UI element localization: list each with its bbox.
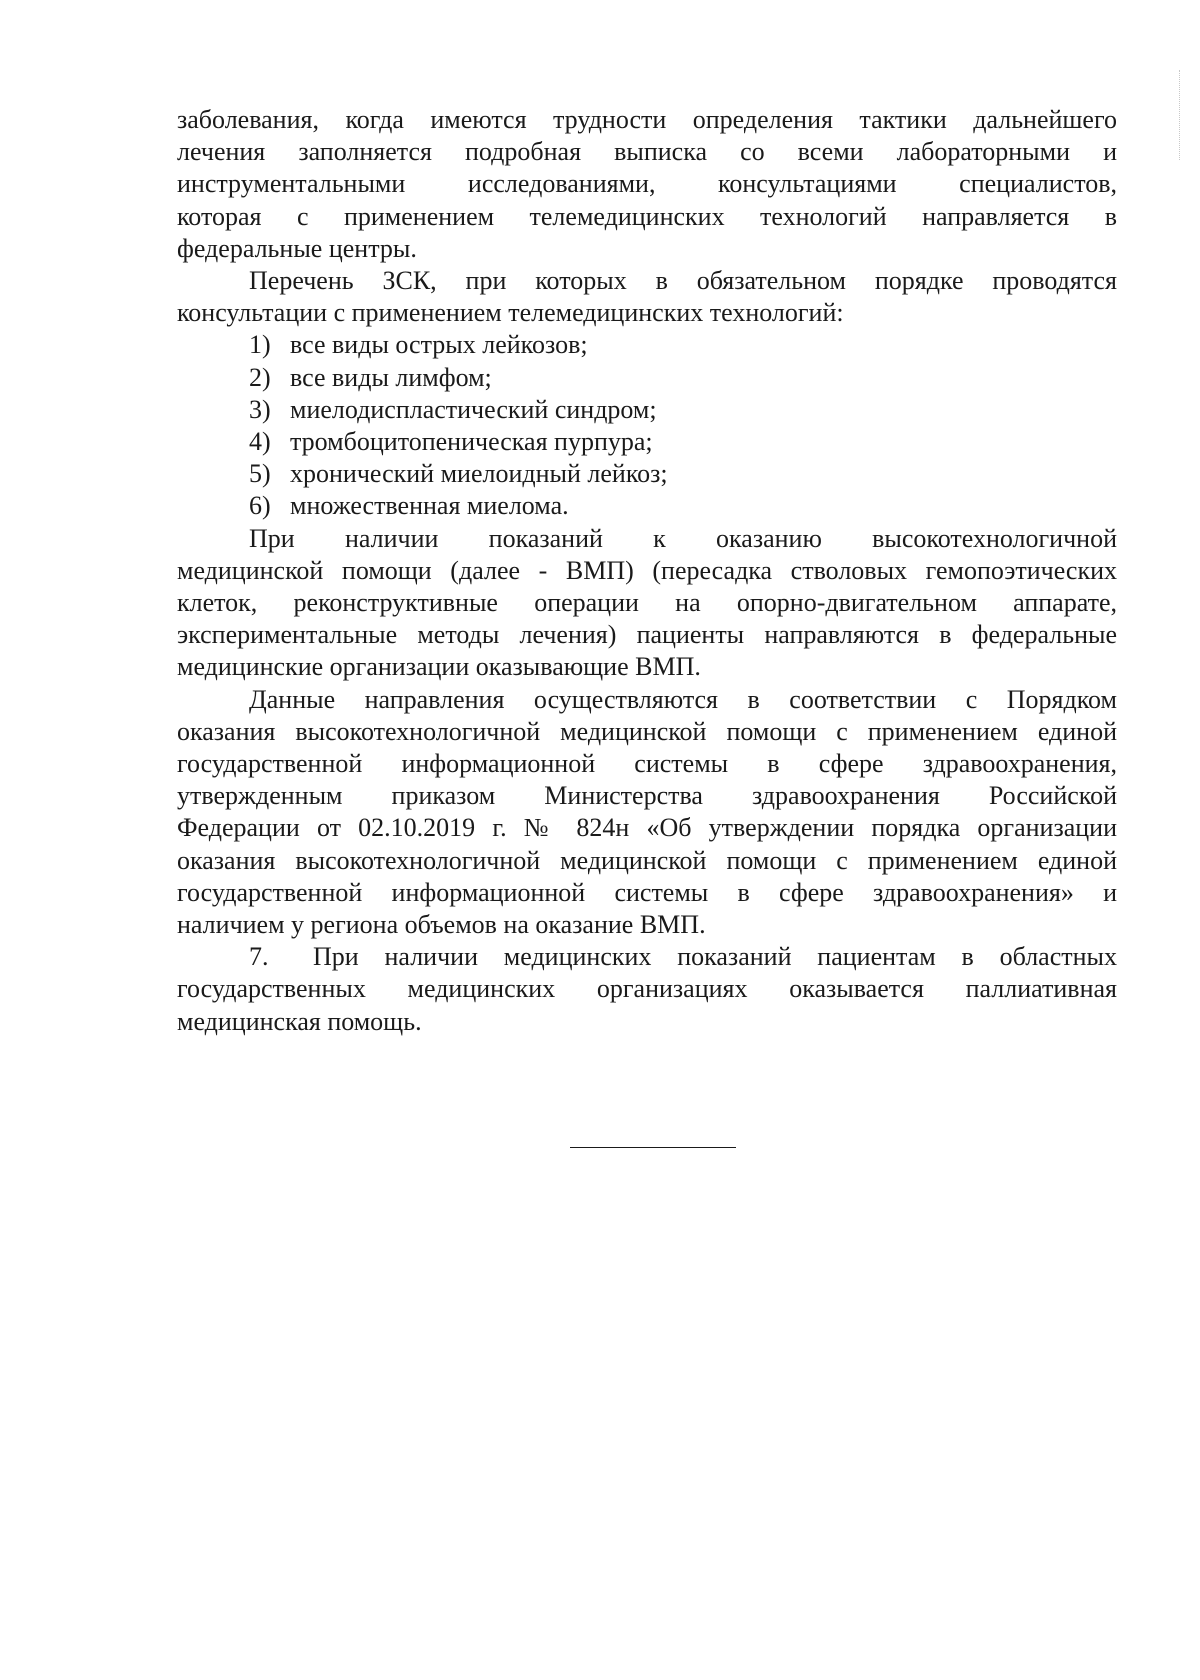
zsk-paragraph [177, 265, 1117, 329]
vmp-line: медицинские организации оказывающие ВМП. [177, 652, 701, 682]
order-line: Данные направления осуществляются в соответствии с Порядком [249, 684, 1117, 714]
document-body [177, 104, 1117, 1038]
list-item-text: множественная миелома. [290, 491, 569, 521]
list-item [177, 394, 1117, 426]
zsk-line: консультации с применением телемедицинских технологий: [177, 298, 844, 328]
zsk-line: Перечень ЗСК, при которых в обязательном порядке проводятся [249, 266, 1117, 296]
order-line: государственной информационной системы в сфере здравоохранения, [177, 749, 1117, 779]
zsk-list [177, 329, 1117, 522]
intro-line: которая с применением телемедицинских технологий направляется в [177, 201, 1117, 231]
intro-line: инструментальными исследованиями, консультациями специалистов, [177, 169, 1117, 199]
vmp-line: экспериментальные методы лечения) пациенты направляются в федеральные [177, 620, 1117, 650]
list-item-number: 3) [249, 394, 271, 424]
list-item [177, 458, 1117, 490]
list-item-number: 2) [249, 362, 271, 392]
intro-line: лечения заполняется подробная выписка со всеми лабораторными и [177, 137, 1117, 167]
vmp-paragraph [177, 523, 1117, 684]
list-item-text: хронический миелоидный лейкоз; [290, 459, 668, 489]
list-item-text: миелодиспластический синдром; [290, 394, 657, 424]
list-item-text: все виды острых лейкозов; [290, 330, 588, 360]
list-item [177, 329, 1117, 361]
list-item-number: 4) [249, 427, 271, 457]
order-line: оказания высокотехнологичной медицинской помощи с применением единой [177, 716, 1117, 746]
list-item-number: 6) [249, 491, 271, 521]
list-item [177, 426, 1117, 458]
list-item-text: тромбоцитопеническая пурпура; [290, 427, 653, 457]
vmp-line: клеток, реконструктивные операции на опорно-двигательном аппарате, [177, 588, 1117, 618]
intro-paragraph [177, 104, 1117, 265]
item7-line [177, 941, 1117, 973]
list-item-number: 1) [249, 330, 271, 360]
end-separator-line [570, 1147, 736, 1148]
list-item [177, 490, 1117, 522]
intro-line: федеральные центры. [177, 233, 417, 263]
list-item-text: все виды лимфом; [290, 362, 492, 392]
item7-number: 7. [249, 942, 269, 972]
order-line: Федерации от 02.10.2019 г. № 824н «Об утверждении порядка организации [177, 813, 1117, 843]
list-item-number: 5) [249, 459, 271, 489]
list-item [177, 362, 1117, 394]
item7-paragraph [177, 941, 1117, 1038]
item7-text: При наличии медицинских показаний пациентам в областных [313, 942, 1117, 972]
vmp-line: При наличии показаний к оказанию высокотехнологичной [249, 523, 1117, 553]
order-line: наличием у региона объемов на оказание ВМП. [177, 910, 706, 940]
order-paragraph [177, 684, 1117, 942]
item7-line: медицинская помощь. [177, 1006, 422, 1036]
order-line: утвержденным приказом Министерства здравоохранения Российской [177, 781, 1117, 811]
order-line: государственной информационной системы в сфере здравоохранения» и [177, 877, 1117, 907]
order-line: оказания высокотехнологичной медицинской помощи с применением единой [177, 845, 1117, 875]
intro-line: заболевания, когда имеются трудности определения тактики дальнейшего [177, 105, 1117, 134]
vmp-line: медицинской помощи (далее - ВМП) (пересадка стволовых гемопоэтических [177, 555, 1117, 585]
scan-edge-mark [1178, 70, 1180, 160]
item7-line: государственных медицинских организациях оказывается паллиативная [177, 974, 1117, 1004]
